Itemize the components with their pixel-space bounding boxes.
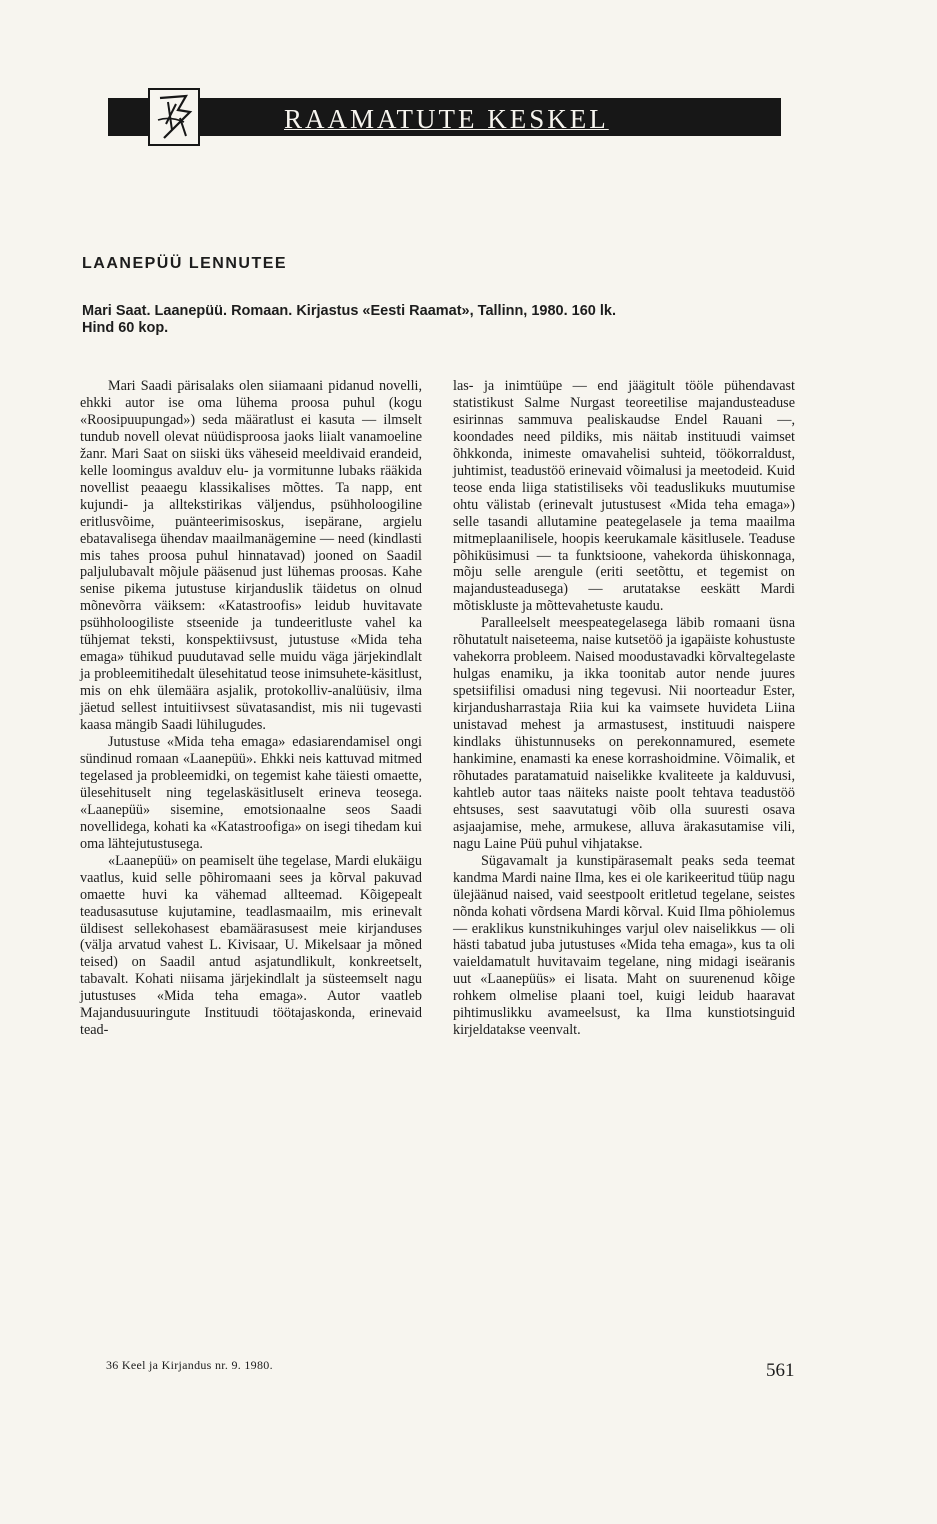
paragraph: Mari Saadi pärisalaks olen siiamaani pidanud novelli, ehkki autor ise oma lühema proosa puhul (kogu «Roosipuupungad») seda määratlust ei kasuta — ilmselt tundub novell olevat nüüdisproosa jaoks liialt vanamoeline žanr. Mari Saat on siiski üks väheseid meeldivaid erandeid, kelle loomingus avalduv elu- ja vormitunne lubaks rääkida novellist peaaegu klassikalises mõttes. Ta napp, ent kujundi- ja alltekstirikas väljendus, psühholoogiline eritlusvõime, puänteerimisoskus, isepärane, argielu ebatavalisega ühendav maailmanägemine — need (kindlasti mis tahes proosa puhul hinnatavad) jooned on Saadil paljulubavalt mõjule pääsenud just lühemas proosas. Kahe senise pikema jutustuse kirjanduslik täidetus on olnud mõnevõrra väiksem: «Katastroofis» leidub huvitavate psühholoogiliste stseenide ja tundeeritluste vahel ka tühjemat teksti, konspektiivsust, jutustuse «Mida teha emaga» tühikud puudutavad selle muidu väga järjekindlalt ja probleemitihedalt ülesehitatud teose inimsuhete-käsitlust, mis on ehk ülemäära asjalik, protokolliv-analüüsiv, ilma jäetud sellest intuitiivsest süvatasandist, mis nii tugevasti kaasa mängib Saadi lühilugudes.	[80, 378, 422, 734]
paragraph: las- ja inimtüüpe — end jäägitult tööle pühendavast statistikust Salme Nurgast teoreetilise majandusteaduse esirinnas sammuva pealiskaudse Endel Rauani —, koondades need pildiks, mis näitab instituudi vaimset õhkkonda, inimeste omavahelisi suhteid, töökorraldust, juhtimist, teadustöö erinevaid võimalusi ja meetodeid. Kuid teose enda liiga statistiliseks või teaduslikuks muutumise ohtu välistab (erinevalt jutustusest «Mida teha emaga») selle tasandi allutamine peategelasele ja tema maailma mitmeplaanilisele, hoopis keerukamale käsitlusele. Teaduse põhiküsimusi — ta funktsioone, vahekorda ühiskonnaga, mõju selle arengule (eriti seetõttu, et tegemist on majandusteadusega) — arutatakse eeskätt Mardi mõtiskluste ja mõttevahetuste kaudu.	[453, 378, 795, 615]
section-logo	[148, 88, 200, 146]
page-number: 561	[766, 1360, 795, 1381]
book-bibliography: Mari Saat. Laanepüü. Romaan. Kirjastus «Eesti Raamat», Tallinn, 1980. 160 lk. Hind 60 kop.	[82, 303, 617, 336]
paragraph: Paralleelselt meespeategelasega läbib romaani üsna rõhutatult naiseteema, naise kutsetöö ja igapäiste kohustuste vahekorra probleem. Naised moodustavadki kõrvaltegelaste hulgas enamiku, ja ikka toonitab autor nende juures spetsiifilisi omadusi ning tegevusi. Nii noorteadur Ester, kirjandusharrastaja Riia kui ka vaimsete huvideta Liina unistavad mehest ja armastusest, instituudi naispere kindlaks ühistunnuseks on perekonnamured, esemete hankimine, enamasti ka enese korrashoidmine. Võimalik, et rõhutades paratamatuid naiselikke kvaliteete ja kalduvusi, kahtleb autor taas näiteks naiste poolt tehtava teadustöö ehtsuses, sest saavutatugi võib olla suuresti osava asjaajamise, mehe, armukese, alluva ärakasutamise vili, nagu Laine Püü puhul vihjatakse.	[453, 615, 795, 852]
article-heading: LAANEPÜÜ LENNUTEE	[82, 255, 288, 272]
right-column	[453, 378, 795, 1039]
paragraph: Sügavamalt ja kunstipärasemalt peaks seda teemat kandma Mardi naine Ilma, kes ei ole karikeeritud tüüp nagu ülejäänud naised, vaid seestpoolt eritletud tegelane, seistes nõnda kohati võrdsena Mardi kõrval. Kuid Ilma põhiolemus — eraklikus kunstnikuhinges varjul olev naiselikkus — oli hästi tabatud juba jutustuses «Mida teha emaga», kus ta oli vaieldamatult huvitavaim tegelane, ning midagi iseäranis uut «Laanepüüs» ei lisata. Maht on suurenenud kõige rohkem olmelise plaani toel, kuigi leidub haaravat pihtimuslikku avameelsust, ka Ilma kunstiotsinguid kirjeldatakse veenvalt.	[453, 852, 795, 1039]
left-column	[80, 378, 422, 1039]
quill-logo-icon	[150, 90, 198, 144]
section-title: RAAMATUTE KESKEL	[284, 104, 609, 134]
paragraph: Jutustuse «Mida teha emaga» edasiarendamisel ongi sündinud romaan «Laanepüü». Ehkki neis kattuvad mitmed tegelased ja probleemidki, on tegemist kahe täiesti omaette, ülesehituselt ning tegelaskäsitluselt erineva teosega. «Laanepüü» sisemine, emotsionaalne seos Saadi novellidega, kohati ka «Katastroofiga» on isegi tihedam kui oma lähtejutustusega.	[80, 734, 422, 852]
journal-signature: 36 Keel ja Kirjandus nr. 9. 1980.	[106, 1358, 273, 1372]
paragraph: «Laanepüü» on peamiselt ühe tegelase, Mardi elukäigu vaatlus, kuid selle põhiromaani sees ja kõrval pakuvad omaette huvi ka vähemad allteemad. Kõigepealt teadusasutuse kujutamine, teadlasmaailm, mis erinevalt üldisest sellekohasest ebamäärasusest meie kirjanduses (välja arvatud vahest L. Kivisaar, U. Mikelsaar ja mõned teised) on Saadil antud asjatundlikult, konkreetselt, tabavalt. Kohati niisama järjekindlalt ja süsteemselt nagu jutustuses «Mida teha emaga». Autor vaatleb Majandusuuringute Instituudi töötajaskonda, erinevaid tead-	[80, 852, 422, 1039]
